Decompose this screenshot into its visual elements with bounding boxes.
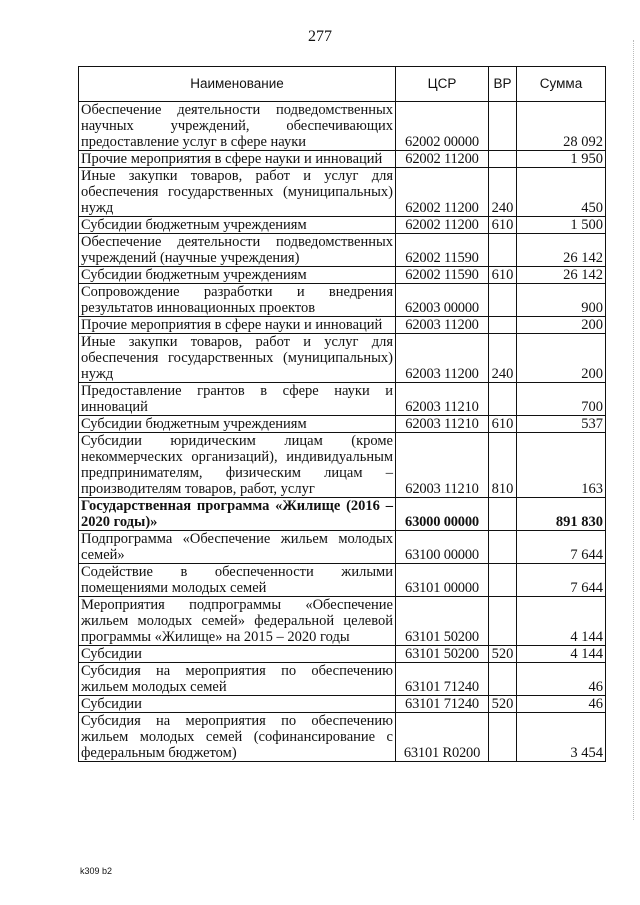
cell-csr: 62002 11200	[396, 168, 489, 217]
table-row	[79, 317, 606, 334]
cell-sum: 1 500	[517, 217, 606, 234]
cell-sum: 26 142	[517, 234, 606, 267]
cell-csr: 63101 R0200	[396, 713, 489, 762]
cell-csr: 62003 11210	[396, 433, 489, 498]
table-row	[79, 168, 606, 217]
cell-sum: 900	[517, 284, 606, 317]
cell-csr: 62002 00000	[396, 102, 489, 151]
table-row	[79, 646, 606, 663]
cell-csr: 62002 11200	[396, 217, 489, 234]
cell-name: Иные закупки товаров, работ и услуг для обеспечения государственных (муниципальных) нужд	[79, 168, 396, 217]
margin-marks	[631, 40, 634, 820]
cell-vr	[489, 663, 517, 696]
table-row	[79, 696, 606, 713]
table-row	[79, 531, 606, 564]
cell-sum: 1 950	[517, 151, 606, 168]
cell-sum: 46	[517, 663, 606, 696]
cell-vr: 520	[489, 696, 517, 713]
cell-name: Обеспечение деятельности подведомственных научных учреждений, обеспечивающих предоставление услуг в сфере науки	[79, 102, 396, 151]
cell-vr: 240	[489, 334, 517, 383]
cell-sum: 200	[517, 334, 606, 383]
cell-sum: 537	[517, 416, 606, 433]
cell-vr: 610	[489, 416, 517, 433]
header-vr: ВР	[489, 67, 517, 102]
header-name: Наименование	[79, 67, 396, 102]
table-row	[79, 597, 606, 646]
header-row	[79, 67, 606, 102]
header-csr: ЦСР	[396, 67, 489, 102]
cell-name: Иные закупки товаров, работ и услуг для обеспечения государственных (муниципальных) нужд	[79, 334, 396, 383]
cell-name: Содействие в обеспеченности жилыми помещениями молодых семей	[79, 564, 396, 597]
cell-csr: 62002 11200	[396, 151, 489, 168]
cell-csr: 62003 11200	[396, 334, 489, 383]
cell-sum: 700	[517, 383, 606, 416]
table-row	[79, 334, 606, 383]
cell-sum: 200	[517, 317, 606, 334]
cell-name: Подпрограмма «Обеспечение жильем молодых семей»	[79, 531, 396, 564]
cell-vr: 520	[489, 646, 517, 663]
cell-vr	[489, 597, 517, 646]
cell-vr	[489, 284, 517, 317]
cell-name: Обеспечение деятельности подведомственных учреждений (научные учреждения)	[79, 234, 396, 267]
table-row	[79, 713, 606, 762]
cell-name: Сопровождение разработки и внедрения результатов инновационных проектов	[79, 284, 396, 317]
table-row	[79, 564, 606, 597]
cell-csr: 62002 11590	[396, 267, 489, 284]
cell-csr: 62002 11590	[396, 234, 489, 267]
cell-name: Субсидии	[79, 646, 396, 663]
table-row	[79, 498, 606, 531]
table-row	[79, 217, 606, 234]
cell-csr: 62003 00000	[396, 284, 489, 317]
cell-sum: 4 144	[517, 597, 606, 646]
cell-vr	[489, 234, 517, 267]
cell-name: Государственная программа «Жилище (2016 – 2020 годы)»	[79, 498, 396, 531]
table-row	[79, 663, 606, 696]
footer-code: k309 b2	[80, 866, 113, 876]
cell-sum: 7 644	[517, 564, 606, 597]
cell-name: Предоставление грантов в сфере науки и инноваций	[79, 383, 396, 416]
cell-sum: 46	[517, 696, 606, 713]
cell-csr: 63101 50200	[396, 646, 489, 663]
cell-vr	[489, 531, 517, 564]
cell-vr	[489, 713, 517, 762]
table-header	[79, 67, 606, 102]
table-row	[79, 102, 606, 151]
cell-vr: 610	[489, 217, 517, 234]
table-row	[79, 383, 606, 416]
cell-sum: 26 142	[517, 267, 606, 284]
cell-vr	[489, 498, 517, 531]
cell-name: Субсидии бюджетным учреждениям	[79, 267, 396, 284]
cell-vr: 610	[489, 267, 517, 284]
cell-vr	[489, 102, 517, 151]
cell-vr	[489, 317, 517, 334]
cell-csr: 62003 11200	[396, 317, 489, 334]
page-number: 277	[308, 28, 332, 45]
cell-sum: 450	[517, 168, 606, 217]
cell-vr: 810	[489, 433, 517, 498]
cell-sum: 4 144	[517, 646, 606, 663]
cell-csr: 63101 71240	[396, 696, 489, 713]
cell-sum: 7 644	[517, 531, 606, 564]
cell-sum: 163	[517, 433, 606, 498]
cell-csr: 63100 00000	[396, 531, 489, 564]
cell-csr: 63101 00000	[396, 564, 489, 597]
table-row	[79, 416, 606, 433]
cell-name: Мероприятия подпрограммы «Обеспечение жильем молодых семей» федеральной целевой программы «Жилище» на 2015 – 2020 годы	[79, 597, 396, 646]
cell-name: Субсидии бюджетным учреждениям	[79, 416, 396, 433]
table-row	[79, 267, 606, 284]
cell-name: Субсидии	[79, 696, 396, 713]
cell-vr	[489, 151, 517, 168]
table-row	[79, 151, 606, 168]
cell-name: Прочие мероприятия в сфере науки и инноваций	[79, 317, 396, 334]
table-body	[79, 102, 606, 762]
cell-csr: 63101 71240	[396, 663, 489, 696]
cell-sum: 28 092	[517, 102, 606, 151]
table-row	[79, 433, 606, 498]
cell-csr: 63000 00000	[396, 498, 489, 531]
cell-csr: 62003 11210	[396, 383, 489, 416]
table-row	[79, 234, 606, 267]
cell-vr: 240	[489, 168, 517, 217]
cell-sum: 891 830	[517, 498, 606, 531]
cell-name: Субсидия на мероприятия по обеспечению жильем молодых семей	[79, 663, 396, 696]
cell-name: Прочие мероприятия в сфере науки и инноваций	[79, 151, 396, 168]
cell-vr	[489, 564, 517, 597]
table-row	[79, 284, 606, 317]
header-sum: Сумма	[517, 67, 606, 102]
cell-name: Субсидии юридическим лицам (кроме некоммерческих организаций), индивидуальным предпринимателям, физическим лицам – производителям товаров, работ, услуг	[79, 433, 396, 498]
cell-name: Субсидия на мероприятия по обеспечению жильем молодых семей (софинансирование с федеральным бюджетом)	[79, 713, 396, 762]
cell-csr: 62003 11210	[396, 416, 489, 433]
cell-vr	[489, 383, 517, 416]
cell-sum: 3 454	[517, 713, 606, 762]
cell-name: Субсидии бюджетным учреждениям	[79, 217, 396, 234]
budget-table	[78, 66, 606, 762]
cell-csr: 63101 50200	[396, 597, 489, 646]
